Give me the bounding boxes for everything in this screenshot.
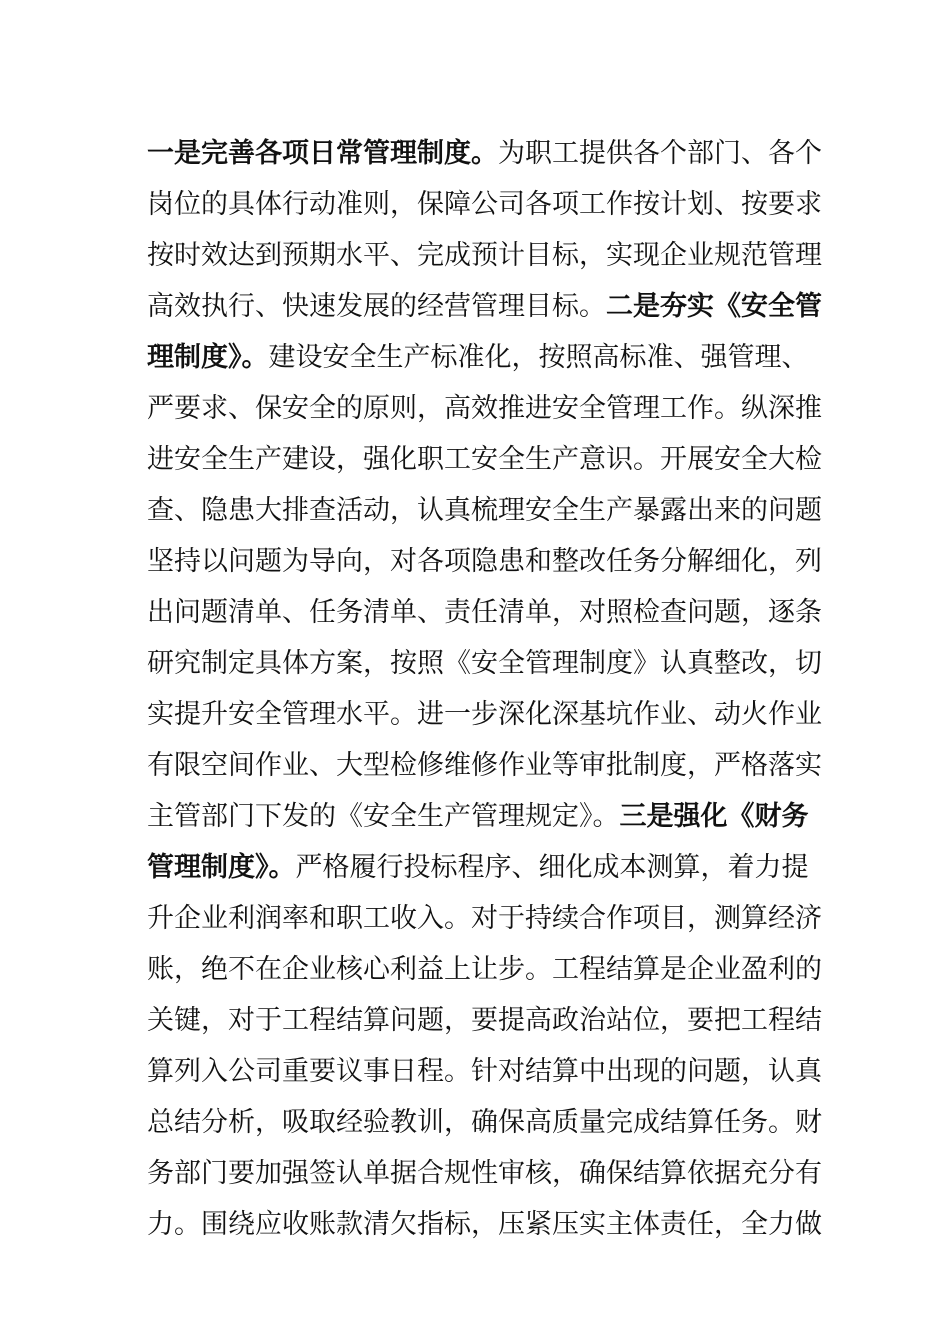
body-text-run: 力。围绕应收账款清欠指标，压紧压实主体责任，全力做: [147, 1209, 822, 1240]
text-line: [147, 1148, 822, 1199]
text-line: [147, 332, 807, 383]
bold-heading-text: 三是强化《财务: [619, 801, 809, 832]
body-text-run: 有限空间作业、大型检修维修作业等审批制度，严格落实: [147, 750, 822, 781]
text-line: [147, 1097, 822, 1148]
text-line: [147, 536, 822, 587]
text-line: [147, 230, 822, 281]
body-text-run: 严要求、保安全的原则，高效推进安全管理工作。纵深推: [147, 393, 822, 424]
text-line: [147, 383, 822, 434]
body-text-run: 建设安全生产标准化，按照高标准、强管理、: [268, 342, 809, 373]
bold-heading-text: 理制度》。: [147, 342, 269, 373]
bold-heading-text: 管理制度》。: [147, 852, 296, 883]
text-line: [147, 281, 822, 332]
text-line: [147, 179, 822, 230]
body-text-run: 严格履行投标程序、细化成本测算，着力提: [295, 852, 809, 883]
text-line: [147, 740, 822, 791]
text-line: [147, 995, 822, 1046]
text-line: [147, 434, 822, 485]
body-text-run: 坚持以问题为导向，对各项隐患和整改任务分解细化，列: [147, 546, 822, 577]
body-text-run: 岗位的具体行动准则，保障公司各项工作按计划、按要求: [147, 189, 822, 220]
text-line: [147, 587, 822, 638]
body-text-run: 总结分析，吸取经验教训，确保高质量完成结算任务。财: [147, 1107, 822, 1138]
text-line: [147, 1199, 822, 1250]
body-text-run: 实提升安全管理水平。进一步深化深基坑作业、动火作业: [147, 699, 822, 730]
text-line: [147, 842, 807, 893]
body-text-run: 研究制定具体方案，按照《安全管理制度》认真整改，切: [147, 648, 822, 679]
text-line: [147, 689, 822, 740]
body-text-run: 为职工提供各个部门、各个: [498, 138, 822, 169]
text-line: [147, 128, 822, 179]
body-text-run: 升企业利润率和职工收入。对于持续合作项目，测算经济: [147, 903, 822, 934]
body-text-run: 高效执行、快速发展的经营管理目标。: [147, 291, 606, 322]
body-text-run: 出问题清单、任务清单、责任清单，对照检查问题，逐条: [147, 597, 822, 628]
body-text: [147, 128, 822, 1250]
text-line: [147, 791, 807, 842]
body-text-run: 进安全生产建设，强化职工安全生产意识。开展安全大检: [147, 444, 822, 475]
body-text-run: 查、隐患大排查活动，认真梳理安全生产暴露出来的问题: [147, 495, 822, 526]
body-text-run: 主管部门下发的《安全生产管理规定》。: [147, 801, 620, 832]
bold-heading-text: 二是夯实《安全管: [606, 291, 822, 322]
text-line: [147, 638, 822, 689]
text-line: [147, 1046, 822, 1097]
body-text-run: 账，绝不在企业核心利益上让步。工程结算是企业盈利的: [147, 954, 822, 985]
body-text-run: 务部门要加强签认单据合规性审核，确保结算依据充分有: [147, 1158, 822, 1189]
body-text-run: 算列入公司重要议事日程。针对结算中出现的问题，认真: [147, 1056, 822, 1087]
text-line: [147, 485, 822, 536]
bold-heading-text: 一是完善各项日常管理制度。: [147, 138, 498, 169]
body-text-run: 关键，对于工程结算问题，要提高政治站位，要把工程结: [147, 1005, 822, 1036]
text-line: [147, 944, 822, 995]
text-line: [147, 893, 822, 944]
body-text-run: 按时效达到预期水平、完成预计目标，实现企业规范管理: [147, 240, 822, 271]
